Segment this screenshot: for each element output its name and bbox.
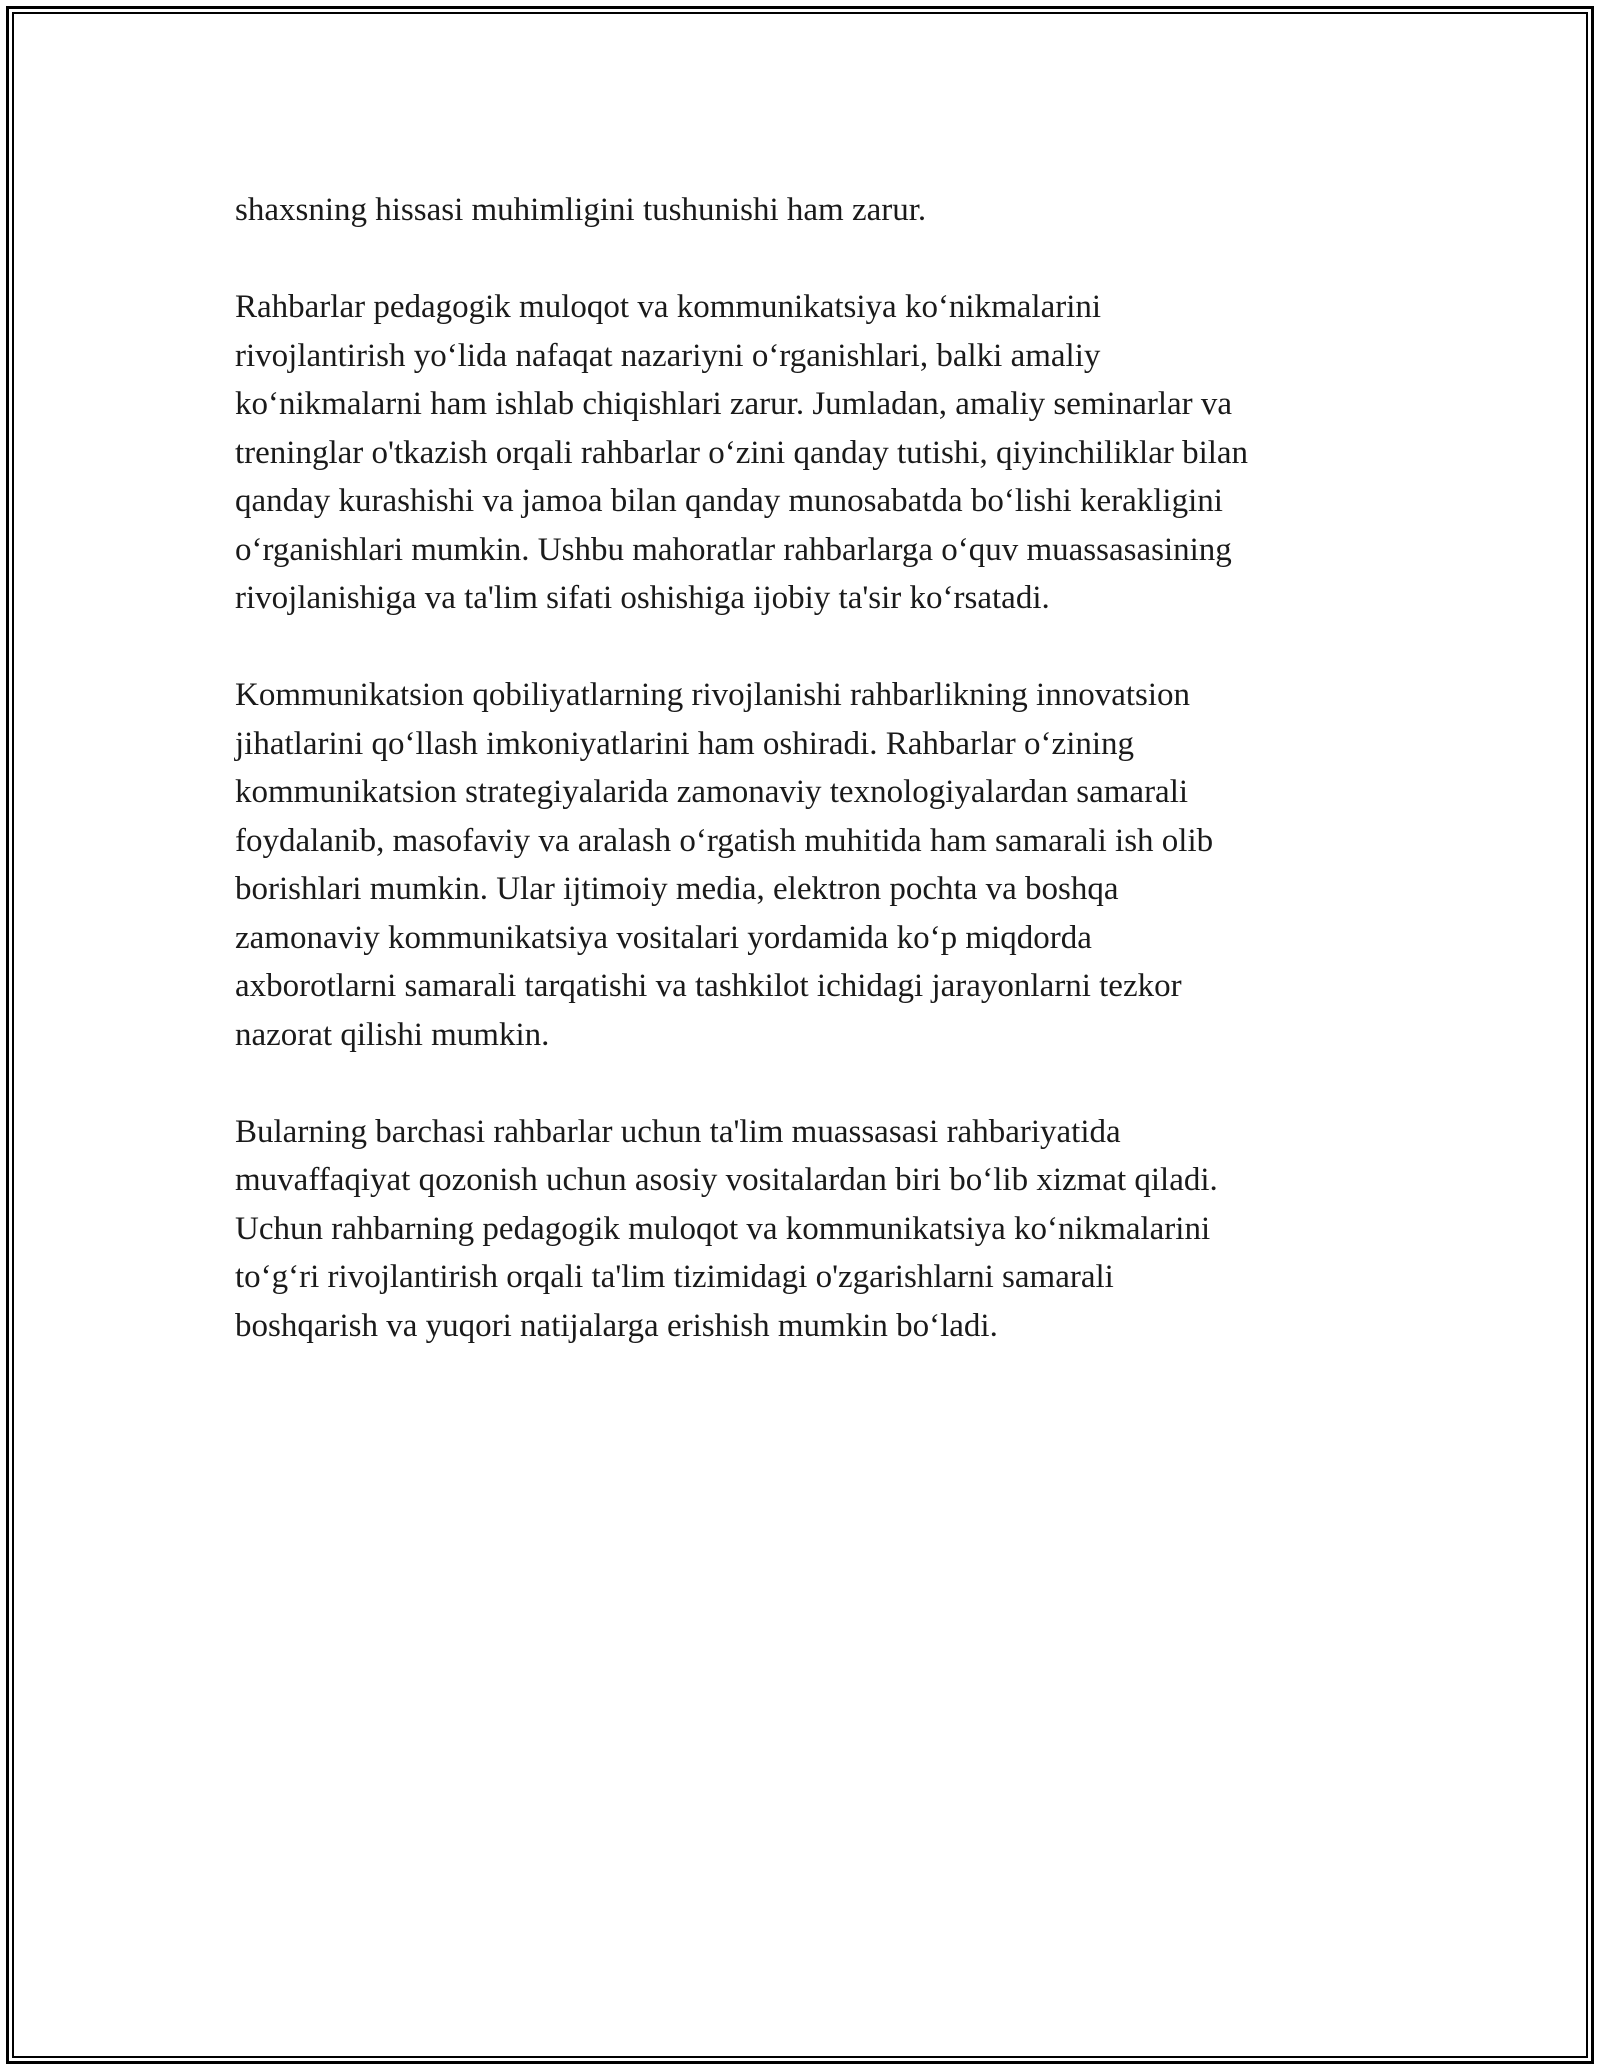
text-line: rivojlantirish yo‘lida nafaqat nazariyni o‘rganishlari, balki amaliy	[235, 337, 1101, 374]
text-line: axborotlarni samarali tarqatishi va tashkilot ichidagi jarayonlarni tezkor	[235, 968, 1182, 1004]
text-line: zamonaviy kommunikatsiya vositalari yordamida ko‘p miqdorda	[235, 919, 1092, 956]
text-line: borishlari mumkin. Ular ijtimoiy media, elektron pochta va boshqa	[235, 871, 1119, 907]
document-body	[235, 186, 1385, 1399]
text-line: nazorat qilishi mumkin.	[235, 1016, 550, 1053]
text-line: kommunikatsion strategiyalarida zamonaviy texnologiyalardan samarali	[235, 774, 1189, 810]
paragraph-4	[235, 1108, 1385, 1351]
paragraph-3	[235, 671, 1385, 1059]
text-line: boshqarish va yuqori natijalarga erishish mumkin bo‘ladi.	[235, 1307, 998, 1344]
text-line: o‘rganishlari mumkin. Ushbu mahoratlar rahbarlarga o‘quv muassasasining	[235, 531, 1232, 568]
text-line: foydalanib, masofaviy va aralash o‘rgatish muhitida ham samarali ish olib	[235, 822, 1214, 859]
text-line: treninglar o'tkazish orqali rahbarlar o‘zini qanday tutishi, qiyinchiliklar bilan	[235, 434, 1249, 471]
text-line: rivojlanishiga va ta'lim sifati oshishiga ijobiy ta'sir ko‘rsatadi.	[235, 580, 1050, 616]
paragraph-2	[235, 283, 1385, 623]
text-line: Uchun rahbarning pedagogik muloqot va kommunikatsiya ko‘nikmalarini	[235, 1210, 1211, 1247]
text-line: to‘g‘ri rivojlantirish orqali ta'lim tizimidagi o'zgarishlarni samarali	[235, 1259, 1114, 1295]
paragraph-1	[235, 186, 1385, 235]
text-line: muvaffaqiyat qozonish uchun asosiy vositalardan biri bo‘lib xizmat qiladi.	[235, 1162, 1218, 1198]
text-line: Bularning barchasi rahbarlar uchun ta'lim muassasasi rahbariyatida	[235, 1113, 1121, 1150]
text-line: shaxsning hissasi muhimligini tushunishi ham zarur.	[235, 192, 927, 228]
text-line: qanday kurashishi va jamoa bilan qanday munosabatda bo‘lishi kerakligini	[235, 483, 1223, 519]
text-line: Kommunikatsion qobiliyatlarning rivojlanishi rahbarlikning innovatsion	[235, 677, 1191, 713]
text-line: Rahbarlar pedagogik muloqot va kommunikatsiya ko‘nikmalarini	[235, 289, 1102, 325]
text-line: jihatlarini qo‘llash imkoniyatlarini ham oshiradi. Rahbarlar o‘zining	[235, 725, 1135, 762]
text-line: ko‘nikmalarni ham ishlab chiqishlari zarur. Jumladan, amaliy seminarlar va	[235, 386, 1233, 422]
